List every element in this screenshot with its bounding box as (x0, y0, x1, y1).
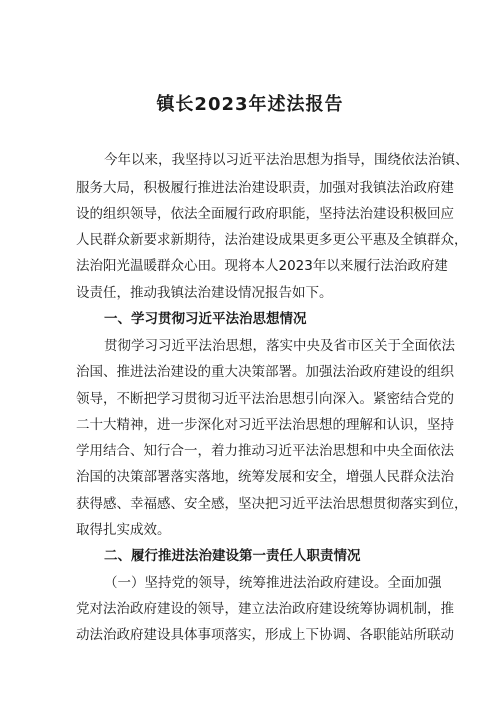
paragraph-line: 领导，不断把学习贯彻习近平法治思想引向深入。紧密结合党的 (76, 391, 454, 407)
paragraph-line: 治国的决策部署落实落地，统筹发展和安全，增强人民群众法治 (76, 469, 454, 485)
paragraph-line: 取得扎实成效。 (76, 522, 171, 538)
section-heading: 一、学习贯彻习近平法治思想情况 (104, 311, 307, 327)
document-title: 镇长2023年述法报告 (156, 94, 344, 115)
paragraph-line: 动法治政府建设具体事项落实，形成上下协调、各职能站所联动 (76, 627, 454, 643)
paragraph-line: 服务大局，积极履行推进法治建设职责，加强对我镇法治政府建 (76, 180, 454, 196)
paragraph-line: （一）坚持党的领导，统筹推进法治政府建设。全面加强 (104, 575, 442, 591)
paragraph-line: 二十大精神，进一步深化对习近平法治思想的理解和认识，坚持 (76, 417, 454, 433)
paragraph-line: 获得感、幸福感、安全感，坚决把习近平法治思想贯彻落实到位， (76, 496, 468, 512)
paragraph-line: 设责任，推动我镇法治建设情况报告如下。 (76, 285, 333, 301)
paragraph-line: 设的组织领导，依法全面履行政府职能，坚持法治建设积极回应 (76, 206, 454, 222)
paragraph-line: 法治阳光温暖群众心田。现将本人2023年以来履行法治政府建 (76, 258, 448, 274)
paragraph-line: 人民群众新要求新期待，法治建设成果更多更公平惠及全镇群众， (76, 232, 468, 248)
paragraph-line: 治国、推进法治建设的重大决策部署。加强法治政府建设的组织 (76, 364, 454, 380)
paragraph-line: 党对法治政府建设的领导，建立法治政府建设统筹协调机制，推 (76, 601, 454, 617)
section-heading: 二、履行推进法治建设第一责任人职责情况 (104, 548, 361, 564)
paragraph-line: 贯彻学习习近平法治思想，落实中央及省市区关于全面依法 (104, 338, 455, 354)
paragraph-line: 学用结合、知行合一，着力推动习近平法治思想和中央全面依法 (76, 443, 454, 459)
paragraph-line: 今年以来，我坚持以习近平法治思想为指导，围绕依法治镇、 (104, 152, 469, 168)
